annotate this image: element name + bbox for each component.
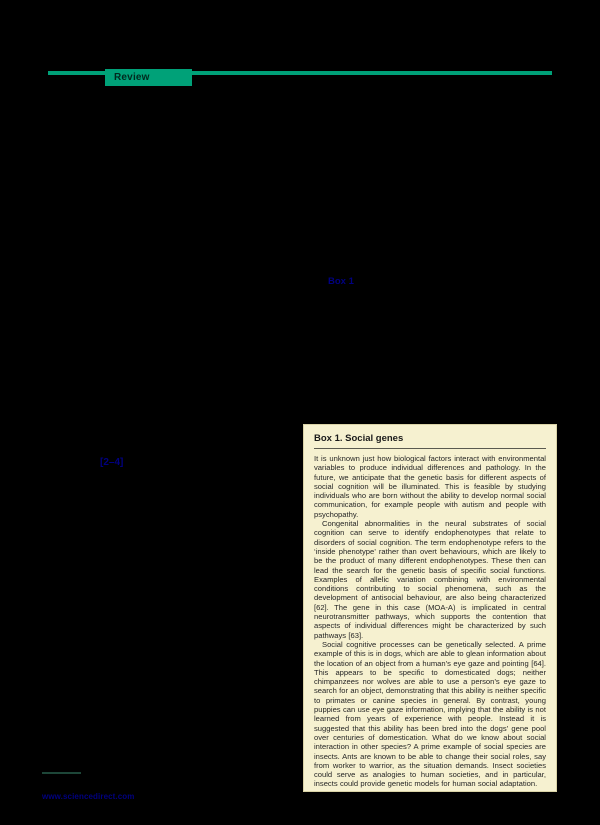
box1-title-rule [314,448,546,449]
footnote-separator-rule [42,772,81,774]
citation-range-link[interactable]: [2–4] [100,457,124,468]
box1-paragraph-3: Social cognitive processes can be genetically selected. A prime example of this is in dogs, which are able to glean information about the location of an object from a human’s eye gaze and pointing [64]. This appears to be specific to domesticated dogs; neither chimpanzees nor wolves are able to use a person’s eye gaze to search for an object, demonstrating that this ability is neither specific to primates or canine species in general. By contrast, young puppies can use eye gaze information, implying that the ability is not learned from years of experience with people. Instead it is suggested that this ability has been bred into the dogs’ gene pool over centuries of domestication. What do we know about social interaction in other species? A prime example of social species are insects. Ants are known to be able to change their social roles, say from worker to warrior, as the situation demands. Insect societies could serve as analogies to human societies, and in particular, insects could provide genetic models for human social adaptation. [314,639,546,789]
box1-reference-link[interactable]: Box 1 [328,276,354,287]
sciencedirect-link[interactable]: www.sciencedirect.com [42,792,135,801]
review-section-tab: Review [105,69,192,86]
box1-social-genes [303,424,557,792]
box1-paragraph-1: It is unknown just how biological factors interact with environmental variables to produce individual differences and pathology. In the future, we anticipate that the genetic basis for different aspects of social cognition will be illuminated. This is feasible by studying individuals who are born without the ability to develop normal social communication, for example people with autism and people with psychopathy. [314,454,546,519]
box1-paragraph-2: Congenital abnormalities in the neural substrates of social cognition can serve to identify endophenotypes that relate to disorders of social cognition. The term endophenotype refers to the ‘inside phenotype’ rather than overt behaviours, which are likely to be the product of many different endophenotypes. These then can lead the search for the genetic basis of specific social functions. Examples of allelic variation combining with environmental conditions contributing to social phenomena, such as the development of antisocial behaviour, are also being characterized [62]. The gene in this case (MOA-A) is implicated in central neurotransmitter pathways, which supports the contention that aspects of individual differences might be characterized by such pathways [63]. [314,519,546,640]
box1-title: Box 1. Social genes [314,433,404,444]
